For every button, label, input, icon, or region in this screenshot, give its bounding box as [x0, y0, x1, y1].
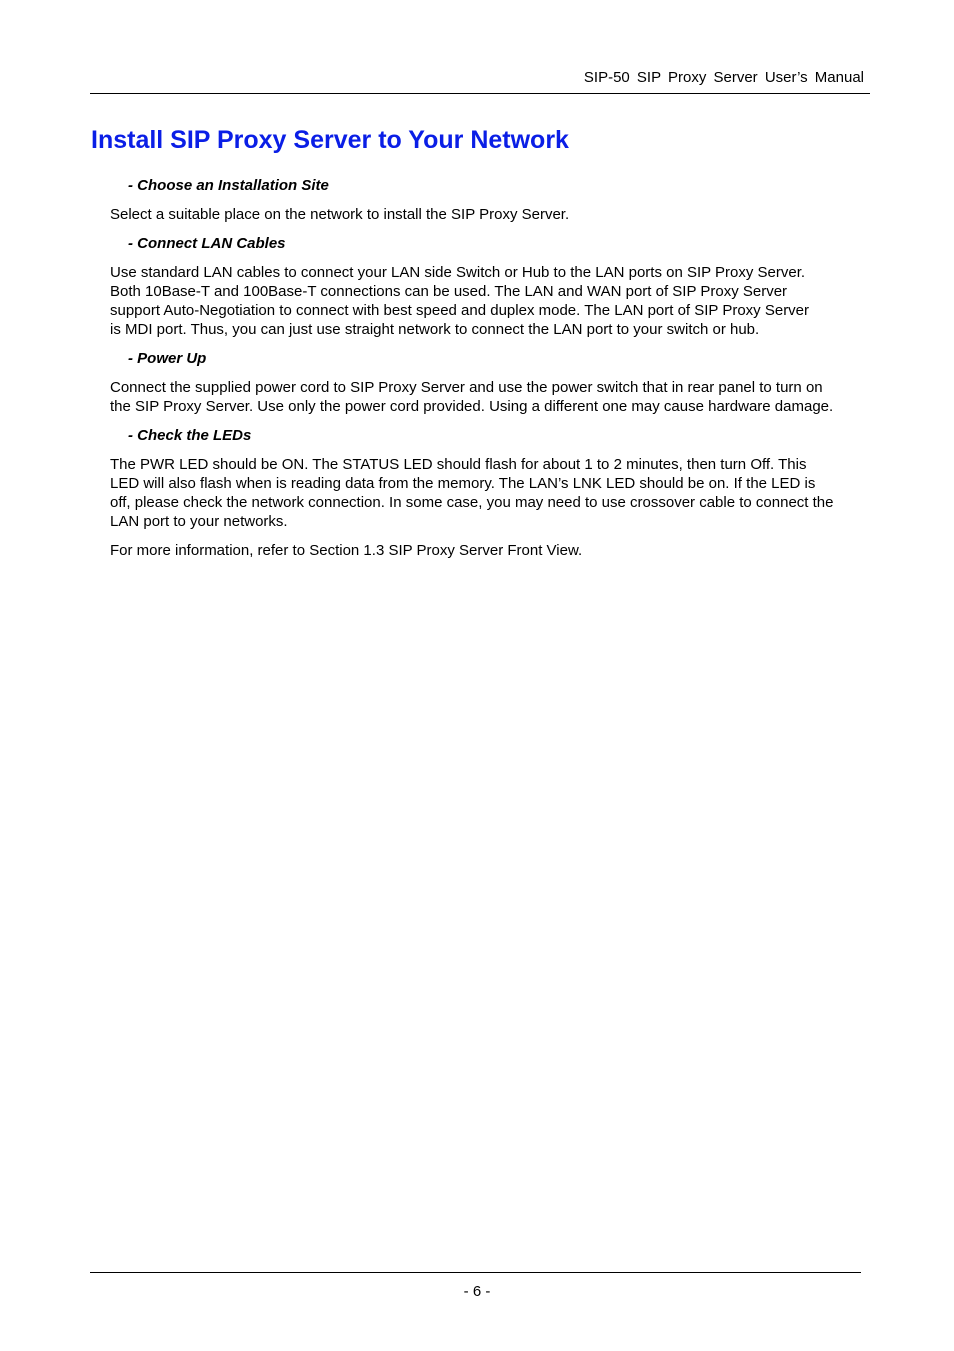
section-heading: - Connect LAN Cables — [128, 235, 286, 252]
section-body: Select a suitable place on the network to install the SIP Proxy Server. — [110, 206, 570, 223]
section-lan-cables — [110, 234, 870, 339]
section-heading: - Check the LEDs — [128, 427, 252, 444]
more-info-text: For more information, refer to Section 1.3 SIP Proxy Server Front View. — [110, 542, 583, 559]
section-installation-site — [110, 176, 870, 224]
section-power-up — [110, 349, 870, 416]
running-header: SIP-50 SIP Proxy Server User’s Manual — [583, 69, 864, 86]
section-body: The PWR LED should be ON. The STATUS LED should flash for about 1 to 2 minutes, then turn Off. This LED will also flash when is reading data from the memory. The LAN’s LNK LED should be on. If the LED is off, please check the network connection. In some case, you may need to use crossover cable to connect the LAN port to your networks. — [110, 456, 834, 530]
main-content — [110, 176, 870, 560]
section-body: Connect the supplied power cord to SIP Proxy Server and use the power switch that in rear panel to turn on the SIP Proxy Server. Use only the power cord provided. Using a different one may cause hardware damage. — [110, 379, 834, 415]
page-title: Install SIP Proxy Server to Your Network — [91, 126, 569, 154]
page-number: - 6 - — [463, 1283, 491, 1300]
footer-divider — [90, 1272, 861, 1273]
section-heading: - Choose an Installation Site — [128, 177, 329, 194]
section-check-leds — [110, 426, 870, 531]
section-heading: - Power Up — [128, 350, 207, 367]
section-body: Use standard LAN cables to connect your LAN side Switch or Hub to the LAN ports on SIP Proxy Server. Both 10Base-T and 100Base-T connections can be used. The LAN and WAN port of SIP Proxy Server support Auto-Negotiation to connect with best speed and duplex mode. The LAN port of SIP Proxy Server is MDI port. Thus, you can just use straight network to connect the LAN port to your switch or hub. — [110, 264, 810, 338]
header-divider — [90, 93, 870, 94]
